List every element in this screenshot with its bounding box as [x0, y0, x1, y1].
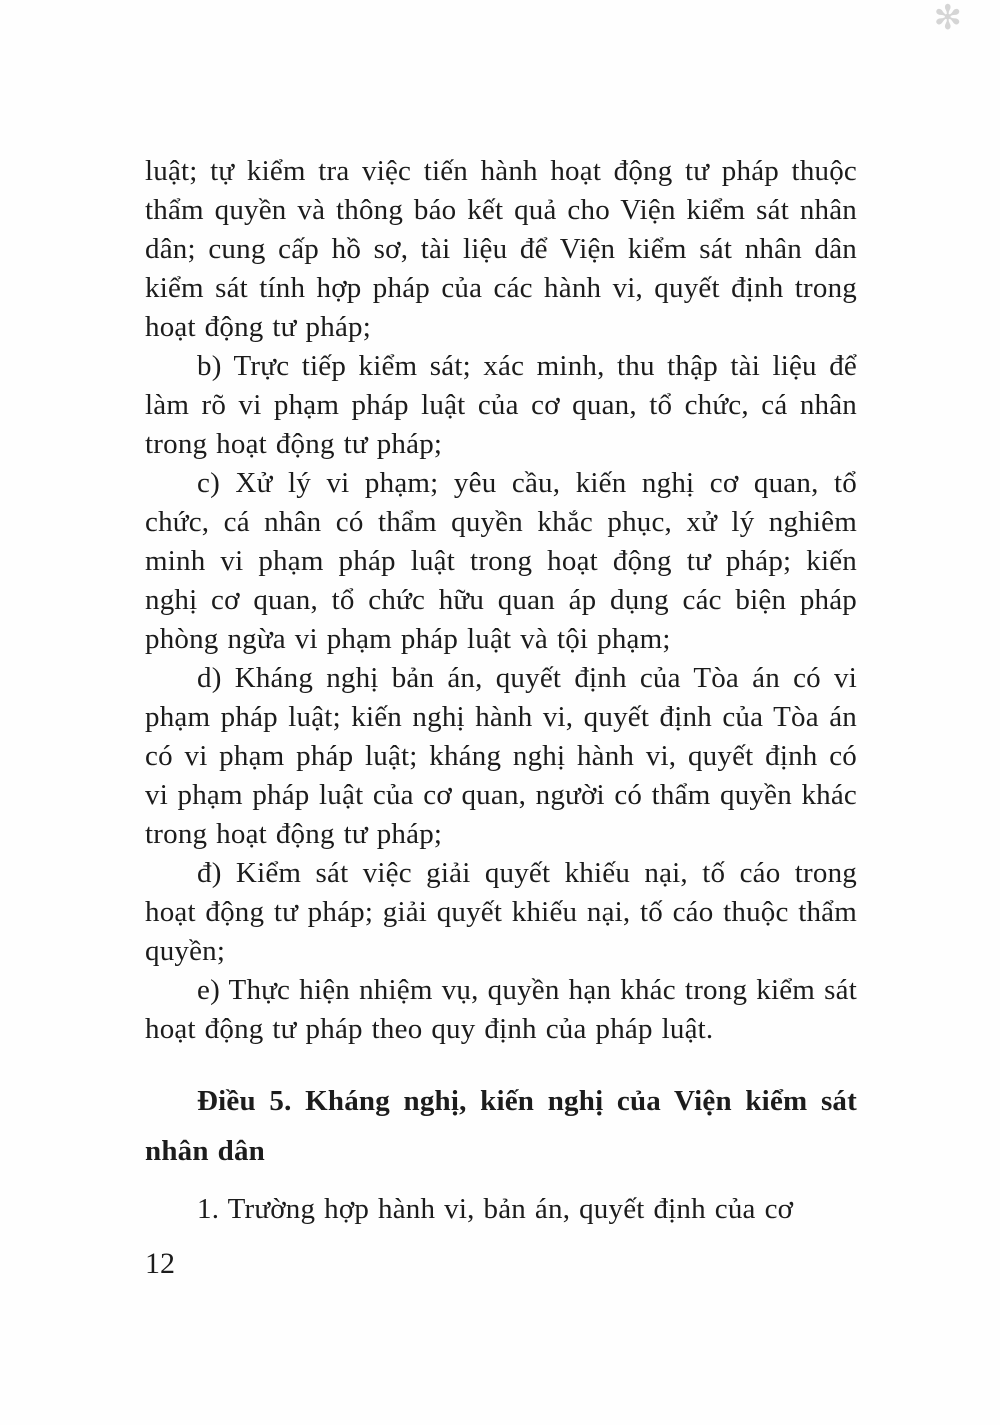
paragraph-item-d: d) Kháng nghị bản án, quyết định của Tòa án có vi phạm pháp luật; kiến nghị hành vi, quyết định của Tòa án có vi phạm pháp luật; kháng nghị hành vi, quyết định có vi phạm pháp luật của cơ quan, người có thẩm quyền khác trong hoạt động tư pháp;	[145, 662, 857, 850]
flower-ornament-icon: ✻	[933, 0, 962, 37]
paragraph-continuation: luật; tự kiểm tra việc tiến hành hoạt động tư pháp thuộc thẩm quyền và thông báo kết quả cho Viện kiểm sát nhân dân; cung cấp hồ sơ, tài liệu để Viện kiểm sát nhân dân kiểm sát tính hợp pháp của các hành vi, quyết định trong hoạt động tư pháp;	[145, 155, 857, 343]
paragraph-item-b: b) Trực tiếp kiểm sát; xác minh, thu thập tài liệu để làm rõ vi phạm pháp luật của cơ quan, tổ chức, cá nhân trong hoạt động tư pháp;	[145, 350, 857, 460]
article-5-heading: Điều 5. Kháng nghị, kiến nghị của Viện kiểm sát nhân dân	[145, 1085, 857, 1167]
paragraph-clause-1: 1. Trường hợp hành vi, bản án, quyết định của cơ	[197, 1193, 794, 1225]
paragraph-item-e: e) Thực hiện nhiệm vụ, quyền hạn khác trong kiểm sát hoạt động tư pháp theo quy định của pháp luật.	[145, 974, 857, 1045]
paragraph-item-dd: đ) Kiểm sát việc giải quyết khiếu nại, tố cáo trong hoạt động tư pháp; giải quyết khiếu nại, tố cáo thuộc thẩm quyền;	[145, 857, 857, 967]
page-number: 12	[145, 1247, 175, 1280]
page-text-block	[145, 152, 857, 1229]
paragraph-item-c: c) Xử lý vi phạm; yêu cầu, kiến nghị cơ quan, tổ chức, cá nhân có thẩm quyền khắc phục, xử lý nghiêm minh vi phạm pháp luật trong hoạt động tư pháp; kiến nghị cơ quan, tổ chức hữu quan áp dụng các biện pháp phòng ngừa vi phạm pháp luật và tội phạm;	[145, 467, 857, 655]
